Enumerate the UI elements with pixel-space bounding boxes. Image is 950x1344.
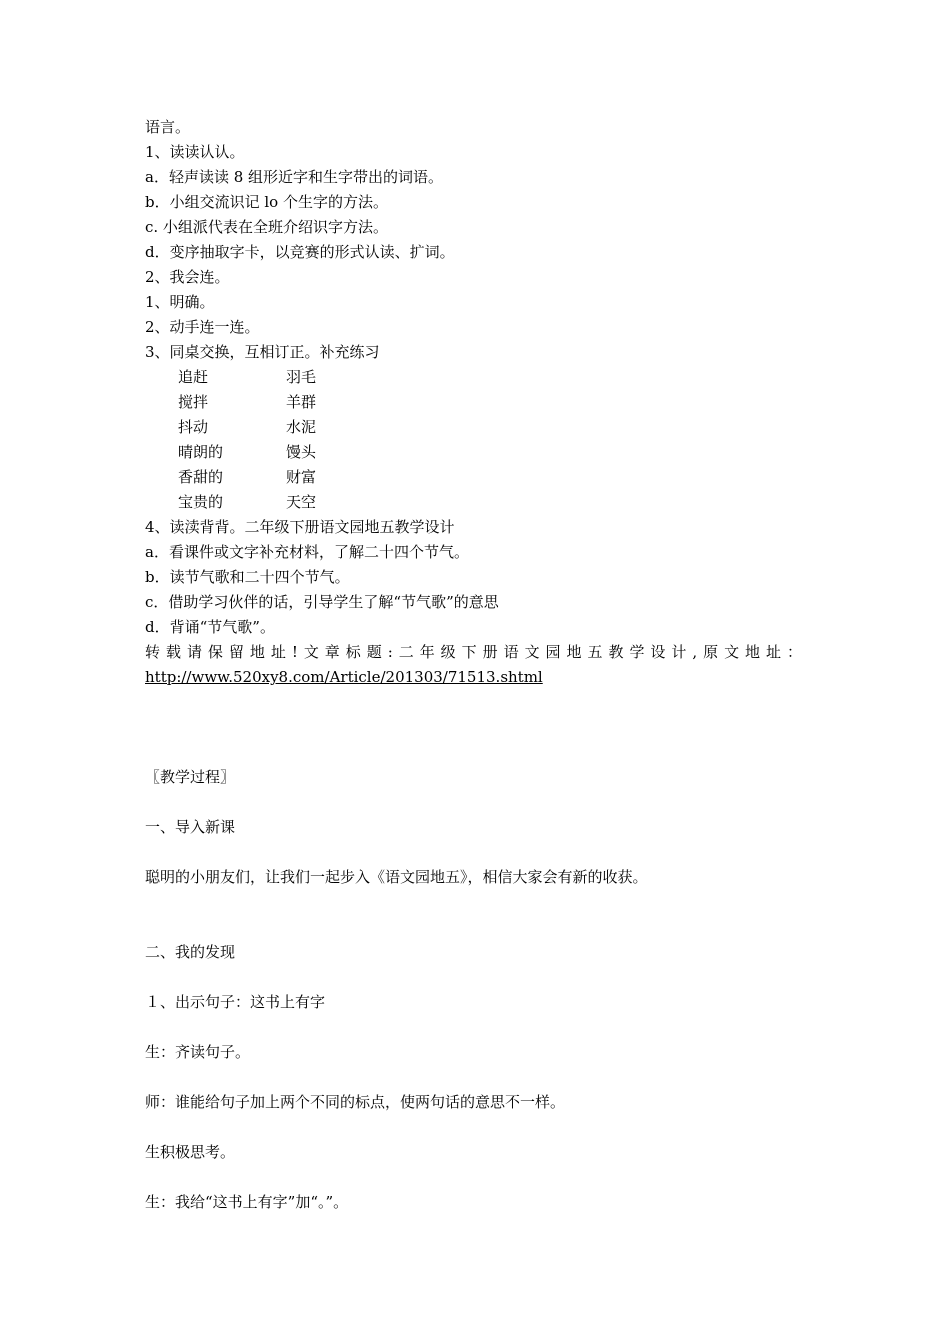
text-line: b．小组交流识记 lo 个生字的方法。 bbox=[145, 193, 388, 211]
word-pair bbox=[178, 492, 378, 512]
word-left: 抖动 bbox=[178, 418, 209, 436]
text-line: 语言。 bbox=[145, 118, 191, 136]
word-pair bbox=[178, 467, 378, 487]
text-line: 1、读读认认。 bbox=[145, 143, 245, 161]
text-line: 师：谁能给句子加上两个不同的标点，使两句话的意思不一样。 bbox=[145, 1093, 566, 1111]
word-right: 天空 bbox=[286, 493, 317, 511]
repost-notice: 转载请保留地址!文章标题:二年级下册语文园地五教学设计,原文地址： bbox=[145, 643, 802, 661]
text-line: １、出示句子：这书上有字 bbox=[145, 993, 326, 1011]
text-line: a．看课件或文字补充材料，了解二十四个节气。 bbox=[145, 543, 469, 561]
section-heading: 二、我的发现 bbox=[145, 943, 236, 961]
section-heading: 〖教学过程〗 bbox=[145, 768, 236, 786]
word-pair bbox=[178, 417, 378, 437]
section-heading: 一、导入新课 bbox=[145, 818, 236, 836]
word-right: 财富 bbox=[286, 468, 317, 486]
word-right: 水泥 bbox=[286, 418, 317, 436]
text-line: 4、读渎背背。二年级下册语文园地五教学设计 bbox=[145, 518, 455, 536]
word-left: 香甜的 bbox=[178, 468, 224, 486]
text-line: 生：我给“这书上有字”加“。”。 bbox=[145, 1193, 349, 1211]
word-pair bbox=[178, 367, 378, 387]
text-line: 聪明的小朋友们，让我们一起步入《语文园地五》，相信大家会有新的收获。 bbox=[145, 868, 648, 886]
word-left: 追赶 bbox=[178, 368, 209, 386]
word-left: 宝贵的 bbox=[178, 493, 224, 511]
text-line: 生积极思考。 bbox=[145, 1143, 236, 1161]
word-right: 羽毛 bbox=[286, 368, 317, 386]
word-pair bbox=[178, 442, 378, 462]
text-line: a．轻声读读 8 组形近字和生字带出的词语。 bbox=[145, 168, 444, 186]
text-line: d．背诵“节气歌”。 bbox=[145, 618, 275, 636]
word-right: 馒头 bbox=[286, 443, 317, 461]
text-line: 生：齐读句子。 bbox=[145, 1043, 251, 1061]
word-pair bbox=[178, 392, 378, 412]
text-line: c．借助学习伙伴的话，引导学生了解“节气歌”的意思 bbox=[145, 593, 499, 611]
text-line: c. 小组派代表在全班介绍识字方法。 bbox=[145, 218, 388, 236]
text-line: 2、动手连一连。 bbox=[145, 318, 260, 336]
word-left: 搅拌 bbox=[178, 393, 209, 411]
text-line: 2、我会连。 bbox=[145, 268, 230, 286]
word-left: 晴朗的 bbox=[178, 443, 224, 461]
text-line: 3、同桌交换，互相订正。补充练习 bbox=[145, 343, 380, 361]
article-url-link[interactable]: http://www.520xy8.com/Article/201303/71513.shtml bbox=[145, 668, 543, 686]
word-right: 羊群 bbox=[286, 393, 317, 411]
text-line: d．变序抽取字卡，以竞赛的形式认读、扩词。 bbox=[145, 243, 455, 261]
text-line: 1、明确。 bbox=[145, 293, 215, 311]
text-line: b．读节气歌和二十四个节气。 bbox=[145, 568, 350, 586]
